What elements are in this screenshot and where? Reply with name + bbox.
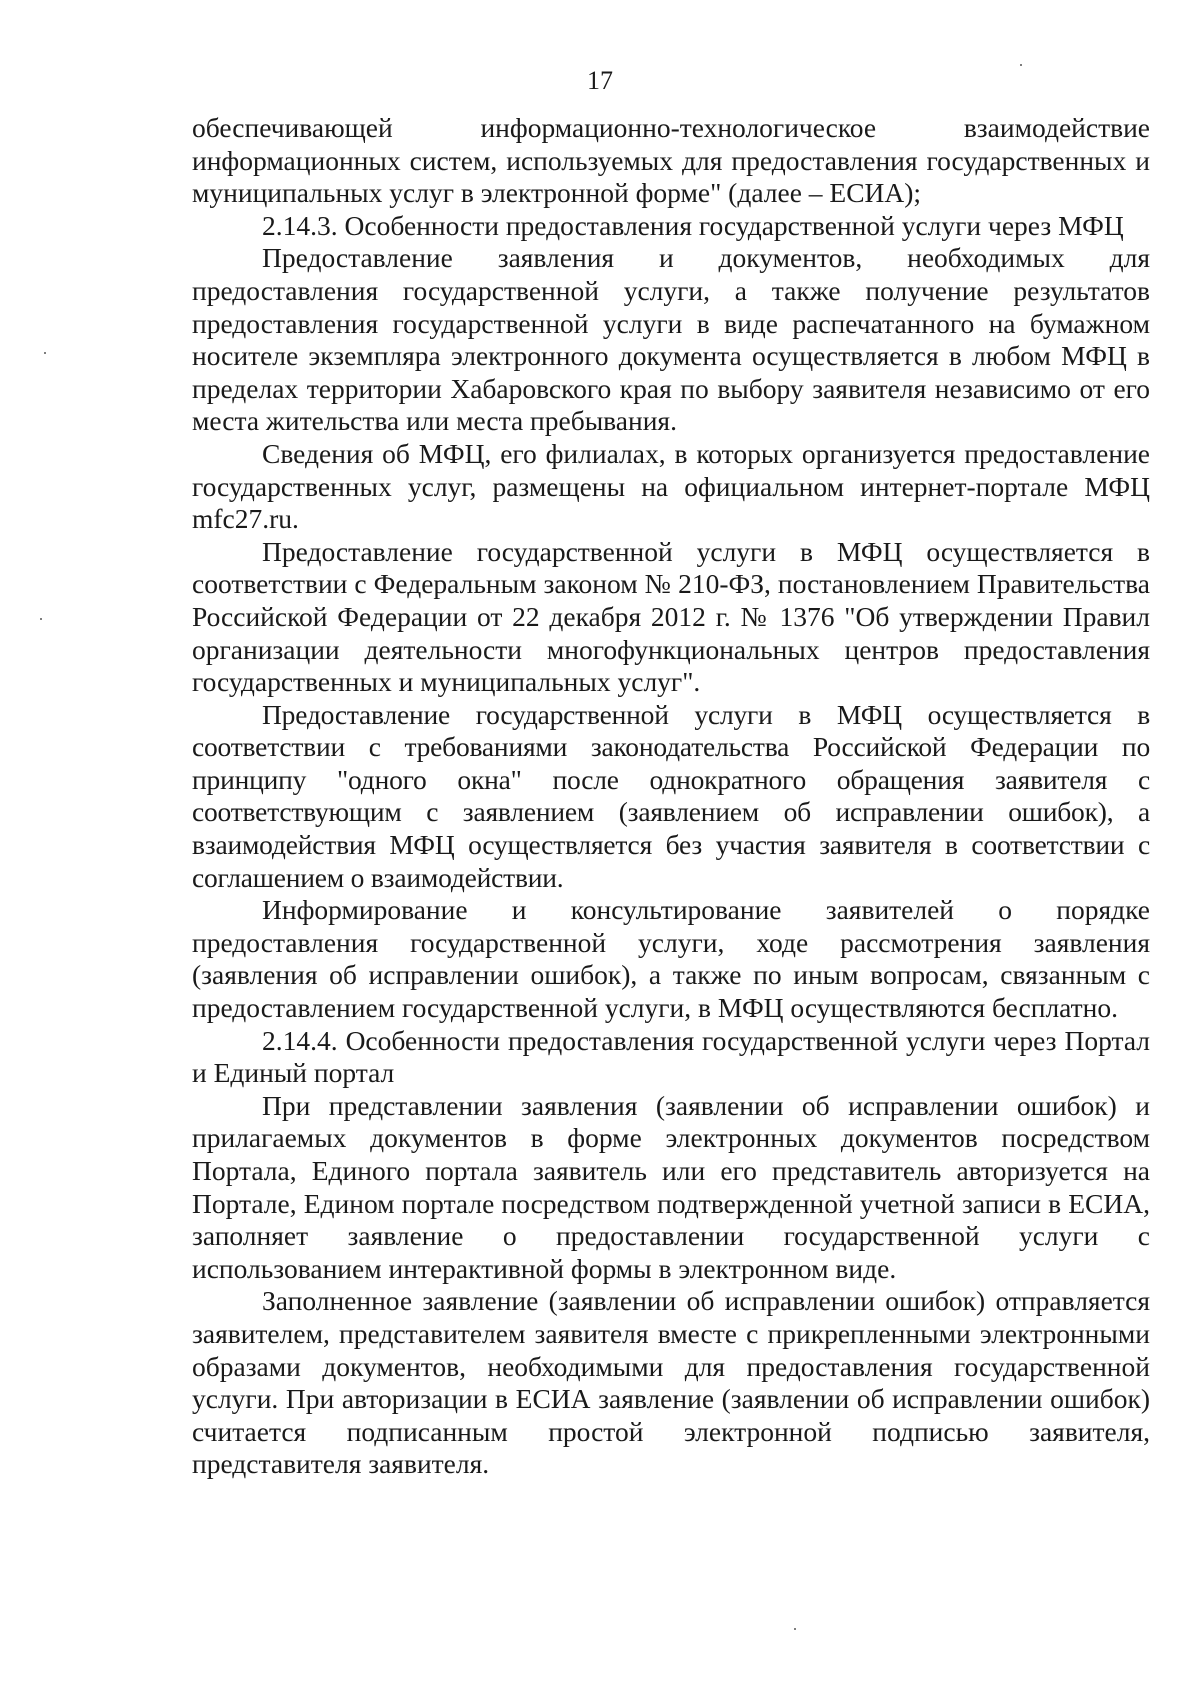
paragraph-portal-submission: При представлении заявления (заявлении об исправлении ошибок) и прилагаемых документов в форме электронных документов посредством Портала, Единого портала заявитель или его представитель авторизуется на Портале, Едином портале посредством подтвержденной учетной записи в ЕСИА, заполняет заявление о предоставлении государственной услуги с использованием интерактивной формы в электронном виде. xyxy=(192,1089,1150,1284)
scan-speck xyxy=(40,618,42,620)
scan-speck xyxy=(794,1628,796,1630)
paragraph-mfc-federal-law: Предоставление государственной услуги в МФЦ осуществляется в соответствии с Федеральным законом № 210-ФЗ, постановлением Правительства Российской Федерации от 22 декабря 2012 г. № 1376 "Об утверждении Правил организации деятельности многофункциональных центров предоставления государственных и муниципальных услуг". xyxy=(192,535,1150,698)
page-number: 17 xyxy=(587,66,613,95)
section-heading-2-14-3: 2.14.3. Особенности предоставления государственной услуги через МФЦ xyxy=(262,209,1124,241)
scan-speck xyxy=(1020,64,1022,66)
section-heading-2-14-4: 2.14.4. Особенности предоставления государственной услуги через Портал и Единый портал xyxy=(192,1024,1150,1089)
paragraph-mfc-info: Сведения об МФЦ, его филиалах, в которых организуется предоставление государственных услуг, размещены на официальном интернет-портале МФЦ mfc27.ru. xyxy=(192,437,1150,535)
paragraph-esia-continuation: обеспечивающей информационно-технологическое взаимодействие информационных систем, используемых для предоставления государственных и муниципальных услуг в электронной форме" (далее – ЕСИА); xyxy=(192,112,1150,209)
paragraph-mfc-one-window: Предоставление государственной услуги в МФЦ осуществляется в соответствии с требованиями законодательства Российской Федерации по принципу "одного окна" после однократного обращения заявителя с соответствующим с заявлением (заявлением об исправлении ошибок), а взаимодействия МФЦ осуществляется без участия заявителя в соответствии с соглашением о взаимодействии. xyxy=(192,698,1150,893)
paragraph-portal-signature: Заполненное заявление (заявлении об исправлении ошибок) отправляется заявителем, представителем заявителя вместе с прикрепленными электронными образами документов, необходимыми для предоставления государственной услуги. При авторизации в ЕСИА заявление (заявлении об исправлении ошибок) считается подписанным простой электронной подписью заявителя, представителя заявителя. xyxy=(192,1285,1150,1480)
document-body xyxy=(192,112,1150,1481)
paragraph-mfc-consulting: Информирование и консультирование заявителей о порядке предоставления государственной услуги, ходе рассмотрения заявления (заявления об исправлении ошибок), а также по иным вопросам, связанным с предоставлением государственной услуги, в МФЦ осуществляются бесплатно. xyxy=(192,894,1150,1024)
scan-speck xyxy=(44,352,46,354)
paragraph-mfc-submission: Предоставление заявления и документов, необходимых для предоставления государственной услуги, а также получение результатов предоставления государственной услуги в виде распечатанного на бумажном носителе экземпляра электронного документа осуществляется в любом МФЦ в пределах территории Хабаровского края по выбору заявителя независимо от его места жительства или места пребывания. xyxy=(192,242,1150,437)
